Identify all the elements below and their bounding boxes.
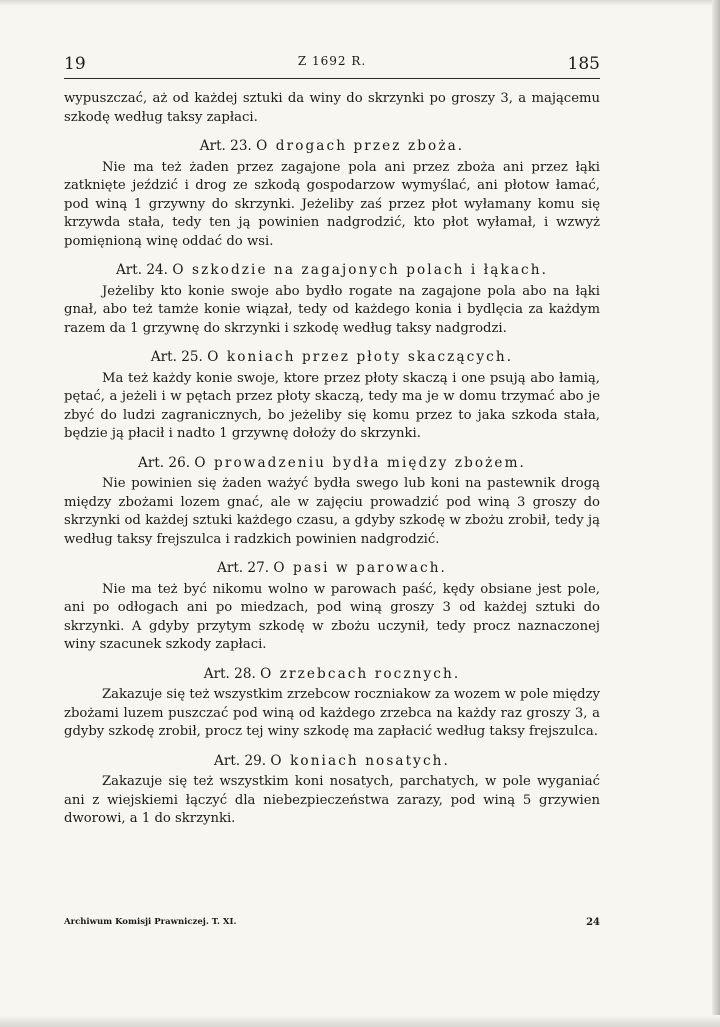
article-text-24: Jeżeliby kto konie swoje abo bydło rogate na zagajone pola abo na łąki gnał, abo też tamże konie wiązał, tedy od każdego konia i bydlęcia za każdym razem da 1 grzywnę do skrzynki i szkodę według taksy nadgrodzi. bbox=[64, 283, 600, 336]
article-number: Art. 27. bbox=[217, 560, 270, 576]
article-heading-28 bbox=[64, 665, 600, 684]
page-footer bbox=[64, 917, 600, 933]
article-title: O pasi w parowach. bbox=[273, 560, 447, 576]
article-number: Art. 25. bbox=[150, 349, 203, 365]
article-heading-23 bbox=[64, 137, 600, 156]
article-number: Art. 26. bbox=[138, 454, 191, 471]
page-content bbox=[64, 90, 600, 829]
article-number: Art. 24. bbox=[115, 262, 168, 278]
article-title: O koniach przez płoty skaczących. bbox=[207, 349, 514, 365]
article-text-27: Nie ma też być nikomu wolno w parowach paść, kędy obsiane jest pole, ani po odłogach ani po miedzach, pod winą groszy 3 od każdej sztuki do skrzynki. A gdyby przytym szkodę w zbożu uczynił, tedy procz naznaczonej winy szacunek szkody zapłaci. bbox=[64, 581, 600, 652]
article-title: O prowadzeniu bydła między zbożem. bbox=[194, 454, 526, 471]
article-text-29: Zakazuje się też wszystkim koni nosatych, parchatych, w pole wyganiać ani z wiejskiemi łączyć dla niebezpieczeństwa zarazy, pod winą 5 grzywien dworowi, a 1 do skrzynki. bbox=[64, 774, 600, 826]
article-title: O koniach nosatych. bbox=[270, 752, 450, 769]
right-page-number: 185 bbox=[567, 54, 600, 74]
article-title: O zrzebcach rocznych. bbox=[260, 665, 461, 682]
article-title: O szkodzie na zagajonych polach i łąkach. bbox=[172, 262, 549, 278]
article-heading-25 bbox=[64, 348, 600, 367]
footer-source: Archiwum Komisji Prawniczej. T. XI. bbox=[64, 917, 237, 927]
header-rule bbox=[64, 78, 600, 79]
article-text-28: Zakazuje się też wszystkim zrzebcow roczniakow za wozem w pole między zbożami luzem puszczać pod winą od każdego zrzebca na każdy raz groszy 3, a gdyby szkodę zrobił, procz tej winy szkodę ma zapłacić według taksy frejszulca. bbox=[64, 687, 600, 739]
article-title: O drogach przez zboża. bbox=[256, 138, 465, 154]
footer-signature: 24 bbox=[586, 917, 600, 928]
article-text-25: Ma też każdy konie swoje, ktore przez płoty skaczą i one psują abo łamią, pętać, a jeżeli i w pętach przez płoty skaczą, tedy ma je w domu trzymać abo je zbyć do ludzi zagranicznych, bo jeżeliby się komu przez to jaka szkoda stała, będzie ją płacił i nadto 1 grzywnę dołoży do skrzynki. bbox=[64, 370, 600, 441]
intro-paragraph: wypuszczać, aż od każdej sztuki da winy do skrzynki po groszy 3, a mającemu szkodę według taksy zapłaci. bbox=[64, 91, 600, 125]
article-text-23: Nie ma też żaden przez zagajone pola ani przez zboża ani przez łąki zatknięte jeździć i drog ze szkodą gospodarzow wymyślać, ani płotow łamać, pod winą 1 grzywny do skrzynki. Jeżeliby zaś przez płot wyłamany komu się krzywda stała, tedy ten ją powinien nadgrodzić, kto płot wyłamał, i wzwyż pomięnioną winę oddać do wsi. bbox=[64, 159, 600, 249]
page-top-edge bbox=[0, 0, 720, 6]
article-heading-26 bbox=[64, 454, 600, 473]
article-heading-29 bbox=[64, 752, 600, 771]
article-heading-27 bbox=[64, 559, 600, 578]
article-heading-24 bbox=[64, 261, 600, 280]
article-number: Art. 28. bbox=[203, 665, 256, 682]
article-number: Art. 23. bbox=[199, 138, 252, 154]
page-header bbox=[64, 54, 600, 76]
article-text-26: Nie powinien się żaden ważyć bydła swego lub koni na pastewnik drogą między zbożami lozem gnać, ale w zajęciu prowadzić pod winą 3 groszy do skrzynki od każdej sztuki każdego czasu, a gdyby szkodę w zbożu zrobił, tedy ją według taksy frejszulca i radzkich powinien nadgrodzić. bbox=[64, 476, 600, 547]
page-bottom-edge bbox=[0, 1015, 720, 1027]
running-head: Z 1692 R. bbox=[297, 54, 367, 68]
left-page-number: 19 bbox=[64, 54, 86, 74]
page-right-edge bbox=[712, 0, 720, 1027]
article-number: Art. 29. bbox=[214, 752, 267, 769]
